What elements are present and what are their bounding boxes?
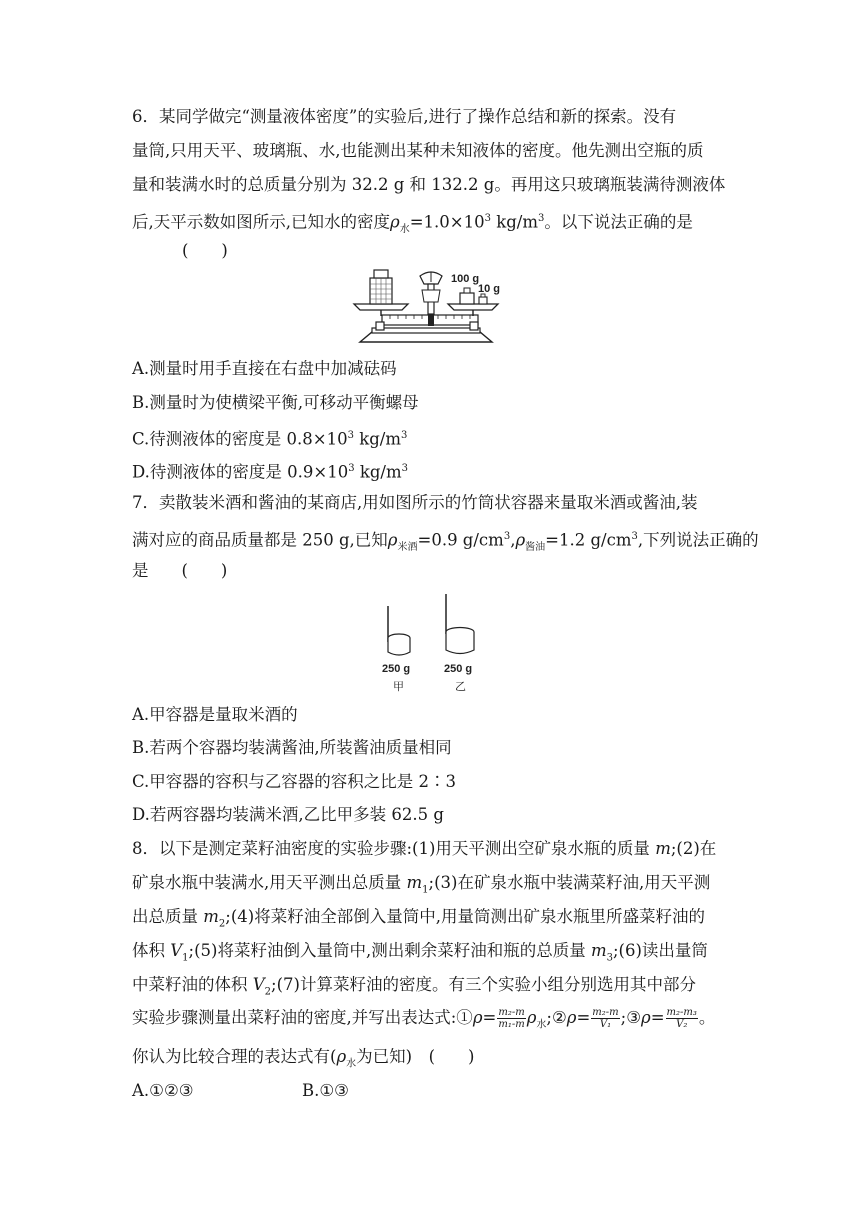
rho-symbol: ρ [641, 1008, 651, 1027]
q6-line-1 [132, 106, 676, 128]
unit: kg/m [353, 429, 401, 449]
q8-line-2 [132, 872, 710, 901]
exp: 3 [347, 430, 354, 441]
q7-option-c [132, 771, 456, 793]
text: 中菜籽油的体积 [132, 975, 253, 994]
q7-text-1: 7．卖散装米酒和酱油的某商店,用如图所示的竹筒状容器来量取米酒或酱油,装 [132, 493, 698, 512]
option-text: A.甲容器是量取米酒的 [132, 705, 298, 724]
q8-line-3 [132, 906, 705, 935]
exp: 3 [348, 463, 355, 474]
numerator: m₂-m [498, 1007, 525, 1018]
q8-line-4 [132, 940, 708, 969]
balance-figure [352, 262, 500, 348]
q8-option-b [302, 1080, 349, 1102]
text: 体积 [132, 941, 171, 960]
q6-text-3: 量和装满水时的总质量分别为 32.2 g 和 132.2 g。再用这只玻璃瓶装满待测液体 [132, 175, 726, 194]
container-name-yi: 乙 [455, 681, 466, 693]
q6-text-1: 6．某同学做完“测量液体密度”的实验后,进行了操作总结和新的探索。没有 [132, 107, 677, 126]
q7-line-3 [132, 560, 227, 582]
exp: 3 [503, 531, 511, 542]
option-text: B.测量时为使横梁平衡,可移动平衡螺母 [132, 393, 419, 412]
sub: 1 [422, 884, 429, 896]
numerator: m₂-m₃ [666, 1007, 697, 1018]
text: 为已知) ( ) [356, 1047, 475, 1066]
sub: 2 [218, 918, 226, 930]
text: 矿泉水瓶中装满水,用天平测出总质量 [132, 873, 407, 892]
option-text: D.待测液体的密度是 0.9×10 [132, 462, 349, 482]
value: =1.2 g/cm [545, 530, 632, 550]
denominator: m₁-m [498, 1019, 525, 1030]
sub: 3 [606, 952, 613, 964]
q7-text-2k: ,下列说法正确的 [637, 530, 759, 550]
unit: kg/m [354, 462, 402, 482]
separator: ;③ [620, 1008, 642, 1027]
rho-symbol: ρ [390, 212, 400, 232]
var-m: m [655, 839, 671, 858]
rho-subscript: 酱油 [525, 541, 546, 553]
sub: 1 [182, 952, 189, 964]
exp: 3 [484, 213, 491, 224]
text: ;(3)在矿泉水瓶中装满菜籽油,用天平测 [428, 873, 711, 892]
q7-line-1 [132, 492, 698, 514]
option-text: D.若两容器均装满米酒,乙比甲多装 62.5 g [132, 805, 444, 824]
q6-option-b [132, 392, 419, 414]
rho-symbol: ρ [387, 530, 398, 550]
var-m: m [590, 941, 607, 960]
text: 实验步骤测量出菜籽油的密度,并写出表达式:① [132, 1008, 473, 1027]
equals: = [576, 1008, 591, 1027]
rho-subscript: 米酒 [397, 541, 418, 553]
q8-line-6 [132, 1004, 715, 1039]
denominator: V₂ [676, 1019, 688, 1030]
weight-label-100g: 100 g [451, 273, 480, 285]
text: 出总质量 [132, 907, 204, 926]
rho-symbol: ρ [472, 1008, 483, 1027]
q6-option-a [132, 358, 397, 380]
exp: 3 [400, 430, 408, 441]
mass-label-yi: 250 g [444, 663, 473, 675]
rho-symbol: ρ [526, 1008, 537, 1027]
value: =0.9 g/cm [417, 530, 504, 550]
q6-text-2: 量筒,只用天平、玻璃瓶、水,也能测出某种未知液体的密度。他先测出空瓶的质 [132, 141, 704, 160]
denominator: V₁ [599, 1019, 612, 1030]
q6-bracket [182, 240, 228, 262]
q6-option-c [132, 425, 407, 451]
container-name-jia: 甲 [393, 681, 404, 693]
q7-option-b [132, 737, 452, 759]
option-text: A.测量时用手直接在右盘中加减砝码 [132, 359, 397, 378]
weight-label-10g: 10 g [478, 283, 500, 295]
comma: , [510, 530, 516, 550]
exp: 3 [537, 213, 545, 224]
rho-subscript: 水 [536, 1019, 547, 1031]
text: ;(7)计算菜籽油的密度。有三个实验小组分别选用其中部分 [271, 975, 696, 994]
text: ;(2)在 [670, 839, 717, 858]
period: 。 [698, 1008, 716, 1027]
q8-line-7 [132, 1046, 474, 1075]
var-v: V [170, 941, 183, 960]
containers-figure [380, 592, 480, 696]
answer-bracket: ( ) [182, 241, 228, 260]
option-text: B.①③ [302, 1081, 349, 1100]
fraction-2 [591, 1007, 619, 1030]
q6-text-4h: 。以下说法正确的是 [544, 212, 693, 232]
q8-line-5 [132, 974, 696, 1003]
option-text: C.甲容器的容积与乙容器的容积之比是 2∶3 [132, 772, 457, 791]
text: 8．以下是测定菜籽油密度的实验步骤:(1)用天平测出空矿泉水瓶的质量 [132, 839, 656, 858]
q6-option-d [132, 458, 408, 484]
q7-text-2a: 满对应的商品质量都是 250 g,已知 [132, 530, 388, 550]
var-v: V [252, 975, 265, 994]
fraction-1 [497, 1007, 525, 1030]
rho-symbol: ρ [515, 530, 526, 550]
exp: 3 [401, 463, 408, 474]
q6-line-2 [132, 140, 704, 162]
q7-line-2 [132, 526, 759, 559]
option-text: B.若两个容器均装满酱油,所装酱油质量相同 [132, 738, 452, 757]
mass-label-jia: 250 g [382, 663, 411, 675]
unit: kg/m [490, 212, 538, 232]
separator: ;② [546, 1008, 567, 1027]
q6-text-4d: =1.0×10 [409, 212, 485, 232]
option-text: A.①②③ [132, 1081, 194, 1100]
equals: = [482, 1008, 497, 1027]
q8-option-a [132, 1080, 194, 1102]
rho-subscript: 水 [346, 1058, 357, 1070]
q6-text-4a: 后,天平示数如图所示,已知水的密度 [132, 212, 390, 232]
text: ;(5)将菜籽油倒入量筒中,测出剩余菜籽油和瓶的总质量 [188, 941, 591, 960]
text: ;(6)读出量筒 [613, 941, 708, 960]
text: 你认为比较合理的表达式有( [132, 1047, 337, 1066]
exp: 3 [631, 531, 638, 542]
q8-line-1 [132, 838, 716, 860]
q7-option-d [132, 804, 444, 826]
rho-symbol: ρ [566, 1008, 577, 1027]
var-m: m [203, 907, 219, 926]
rho-symbol: ρ [336, 1047, 347, 1066]
equals: = [650, 1008, 665, 1027]
sub: 2 [264, 986, 272, 998]
option-text: C.待测液体的密度是 0.8×10 [132, 429, 348, 449]
q7-option-a [132, 704, 298, 726]
q6-line-3 [132, 174, 725, 196]
text: ;(4)将菜籽油全部倒入量筒中,用量筒测出矿泉水瓶里所盛菜籽油的 [225, 907, 705, 926]
q6-line-4 [132, 208, 693, 241]
fraction-3 [666, 1007, 698, 1030]
numerator: m₂-m [592, 1007, 619, 1018]
q7-text-3: 是 ( ) [132, 561, 228, 580]
var-m: m [406, 873, 423, 892]
rho-subscript: 水 [399, 223, 410, 235]
